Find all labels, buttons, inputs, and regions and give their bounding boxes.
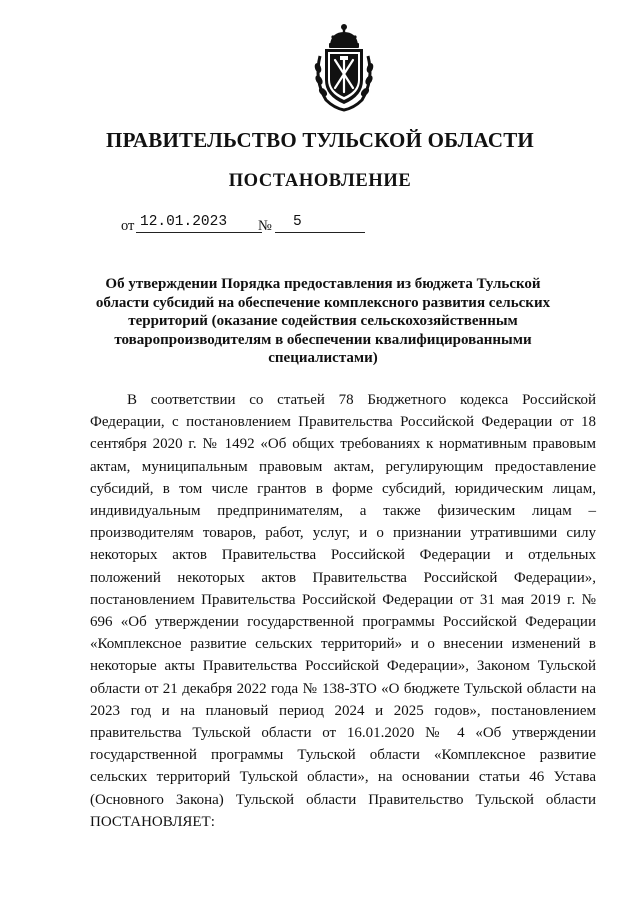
tula-coat-of-arms-icon bbox=[308, 22, 380, 114]
date-underline bbox=[136, 232, 262, 233]
document-body: В соответствии со статьей 78 Бюджетного кодекса Российской Федерации, с постановлением Правительства Российской Федерации от 18 сентября 2020 г. № 1492 «Об общих требованиях к нормативным правовым актам, муниципальным правовым актам, регулирующим предоставление субсидий, в том числе грантов в форме субсидий, юридическим лицам, индивидуальным предпринимателям, а также физическим лицам – производителям товаров, работ, услуг, и о признании утратившими силу некоторых актов Правительства Российской Федерации и отдельных положений некоторых актов Правительства Российской Федерации», постановлением Правительства Российской Федерации от 31 мая 2019 г. № 696 «Об утверждении государственной программы Российской Федерации «Комплексное развитие сельских территорий» и о внесении изменений в некоторые акты Правительства Российской Федерации», Законом Тульской области от 21 декабря 2022 года № 138-ЗТО «О бюджете Тульской области на 2023 год и на плановый период 2024 и 2025 годов», постановлением правительства Тульской области от 16.01.2020 № 4 «Об утверждении государственной программы Тульской области «Комплексное развитие сельских территорий Тульской области», на основании статьи 46 Устава (Основного Закона) Тульской области Правительство Тульской области ПОСТАНОВЛЯЕТ: bbox=[90, 392, 596, 830]
document-number: 5 bbox=[293, 214, 302, 230]
number-underline bbox=[275, 232, 365, 233]
document-subject: Об утверждении Порядка предоставления из бюджета Тульской области субсидий на обеспечение комплексного развития сельских территорий (оказание содействия сельскохозяйственным товаропроизводителям в обеспечении квалифицированными специалистами) bbox=[95, 276, 551, 367]
document-date: 12.01.2023 bbox=[140, 214, 228, 230]
document-type: ПОСТАНОВЛЕНИЕ bbox=[228, 171, 412, 191]
date-label: от bbox=[121, 218, 135, 234]
government-title: ПРАВИТЕЛЬСТВО ТУЛЬСКОЙ ОБЛАСТИ bbox=[106, 128, 534, 152]
number-label: № bbox=[258, 218, 272, 234]
